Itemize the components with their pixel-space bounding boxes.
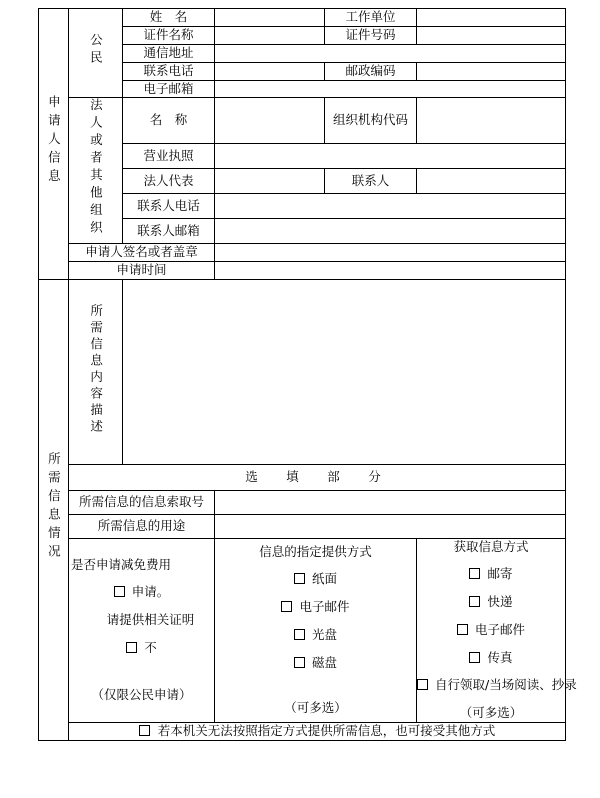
obtain-method-footer: （可多选）	[459, 705, 523, 721]
table-row	[39, 465, 566, 491]
label-apply-time: 申请时间	[69, 262, 215, 280]
label-contact-person-phone: 联系人电话	[123, 194, 215, 219]
label-org-name: 名 称	[123, 98, 215, 144]
fee-option-apply[interactable]: 申请。	[69, 584, 214, 601]
table-row	[39, 244, 566, 262]
table-row	[39, 280, 566, 465]
field-legal-rep[interactable]	[215, 169, 325, 194]
fee-option-apply-note: 请提供相关证明	[106, 612, 195, 628]
label-contact-phone: 联系电话	[123, 62, 215, 80]
fee-footer-note: （仅限公民申请）	[91, 686, 192, 702]
obtain-method-group	[417, 539, 577, 723]
label-contact-person: 联系人	[325, 169, 417, 194]
checkbox-icon[interactable]	[294, 573, 305, 584]
label-index-number: 所需信息的信息索取号	[69, 491, 215, 515]
field-apply-time[interactable]	[215, 262, 566, 280]
label-postal-code: 邮政编码	[325, 62, 417, 80]
field-index-number[interactable]	[215, 491, 566, 515]
label-org-code: 组织机构代码	[325, 98, 417, 144]
label-content-description: 所需信息内容描述	[69, 280, 123, 465]
field-content-description[interactable]	[123, 280, 566, 465]
checkbox-icon[interactable]	[281, 601, 292, 612]
obtain-option-express[interactable]: 快递	[417, 594, 565, 611]
field-id-name[interactable]	[215, 26, 325, 44]
label-purpose: 所需信息的用途	[69, 515, 215, 539]
label-email: 电子邮箱	[123, 80, 215, 98]
label-work-unit: 工作单位	[325, 9, 417, 27]
checkbox-icon[interactable]	[294, 657, 305, 668]
table-row	[39, 491, 566, 515]
obtain-method-title: 获取信息方式	[453, 539, 529, 554]
label-mail-address: 通信地址	[123, 44, 215, 62]
provide-method-group	[215, 539, 417, 723]
table-row	[39, 98, 566, 144]
provide-method-title: 信息的指定提供方式	[259, 544, 372, 560]
table-row	[39, 539, 566, 723]
provide-option-cd[interactable]: 光盘	[215, 627, 416, 644]
checkbox-icon[interactable]	[294, 629, 305, 640]
checkbox-icon[interactable]	[139, 725, 150, 736]
label-contact-person-email: 联系人邮箱	[123, 219, 215, 244]
field-id-number[interactable]	[417, 26, 566, 44]
checkbox-icon[interactable]	[417, 679, 428, 690]
label-name: 姓 名	[123, 9, 215, 27]
fee-reduction-title: 是否申请减免费用	[71, 557, 172, 573]
table-row	[39, 723, 566, 741]
information-request-form	[38, 8, 577, 741]
legal-entity-group-label: 法人或者其他组织	[69, 98, 123, 244]
field-work-unit[interactable]	[417, 9, 566, 27]
field-signature[interactable]	[215, 244, 566, 262]
field-contact-person-phone[interactable]	[215, 194, 566, 219]
checkbox-icon[interactable]	[457, 624, 468, 635]
label-license: 营业执照	[123, 144, 215, 169]
checkbox-icon[interactable]	[126, 642, 137, 653]
field-postal-code[interactable]	[417, 62, 566, 80]
field-contact-phone[interactable]	[215, 62, 325, 80]
provide-method-footer: （可多选）	[284, 699, 347, 715]
field-contact-person-email[interactable]	[215, 219, 566, 244]
citizen-group-label: 公民	[69, 9, 123, 98]
field-license[interactable]	[215, 144, 566, 169]
label-legal-rep: 法人代表	[123, 169, 215, 194]
table-row	[39, 262, 566, 280]
field-contact-person[interactable]	[417, 169, 566, 194]
fee-option-no[interactable]: 不	[69, 640, 214, 657]
obtain-option-post[interactable]: 邮寄	[417, 566, 565, 583]
provide-option-disk[interactable]: 磁盘	[215, 655, 416, 672]
label-signature: 申请人签名或者盖章	[69, 244, 215, 262]
table-row	[39, 9, 566, 27]
obtain-option-email[interactable]: 电子邮件	[417, 622, 565, 639]
provide-option-email[interactable]: 电子邮件	[215, 599, 416, 616]
field-purpose[interactable]	[215, 515, 566, 539]
obtain-option-fax[interactable]: 传真	[417, 650, 565, 667]
checkbox-icon[interactable]	[114, 586, 125, 597]
field-name[interactable]	[215, 9, 325, 27]
field-org-code[interactable]	[417, 98, 566, 144]
obtain-option-selfpickup[interactable]: 自行领取/当场阅读、抄录	[417, 677, 565, 694]
field-org-name[interactable]	[215, 98, 325, 144]
table-row	[39, 515, 566, 539]
applicant-section-label: 申请人信息	[39, 9, 69, 280]
field-email[interactable]	[215, 80, 566, 98]
label-id-number: 证件号码	[325, 26, 417, 44]
field-mail-address[interactable]	[215, 44, 566, 62]
alternate-method-consent[interactable]: 若本机关无法按照指定方式提供所需信息，也可接受其他方式	[69, 723, 566, 741]
optional-section-title: 选 填 部 分	[69, 465, 566, 491]
label-id-name: 证件名称	[123, 26, 215, 44]
fee-reduction-group	[69, 539, 215, 723]
checkbox-icon[interactable]	[469, 652, 480, 663]
checkbox-icon[interactable]	[469, 596, 480, 607]
provide-option-paper[interactable]: 纸面	[215, 571, 416, 588]
needs-section-label: 所需信息情况	[39, 280, 69, 741]
checkbox-icon[interactable]	[469, 568, 480, 579]
